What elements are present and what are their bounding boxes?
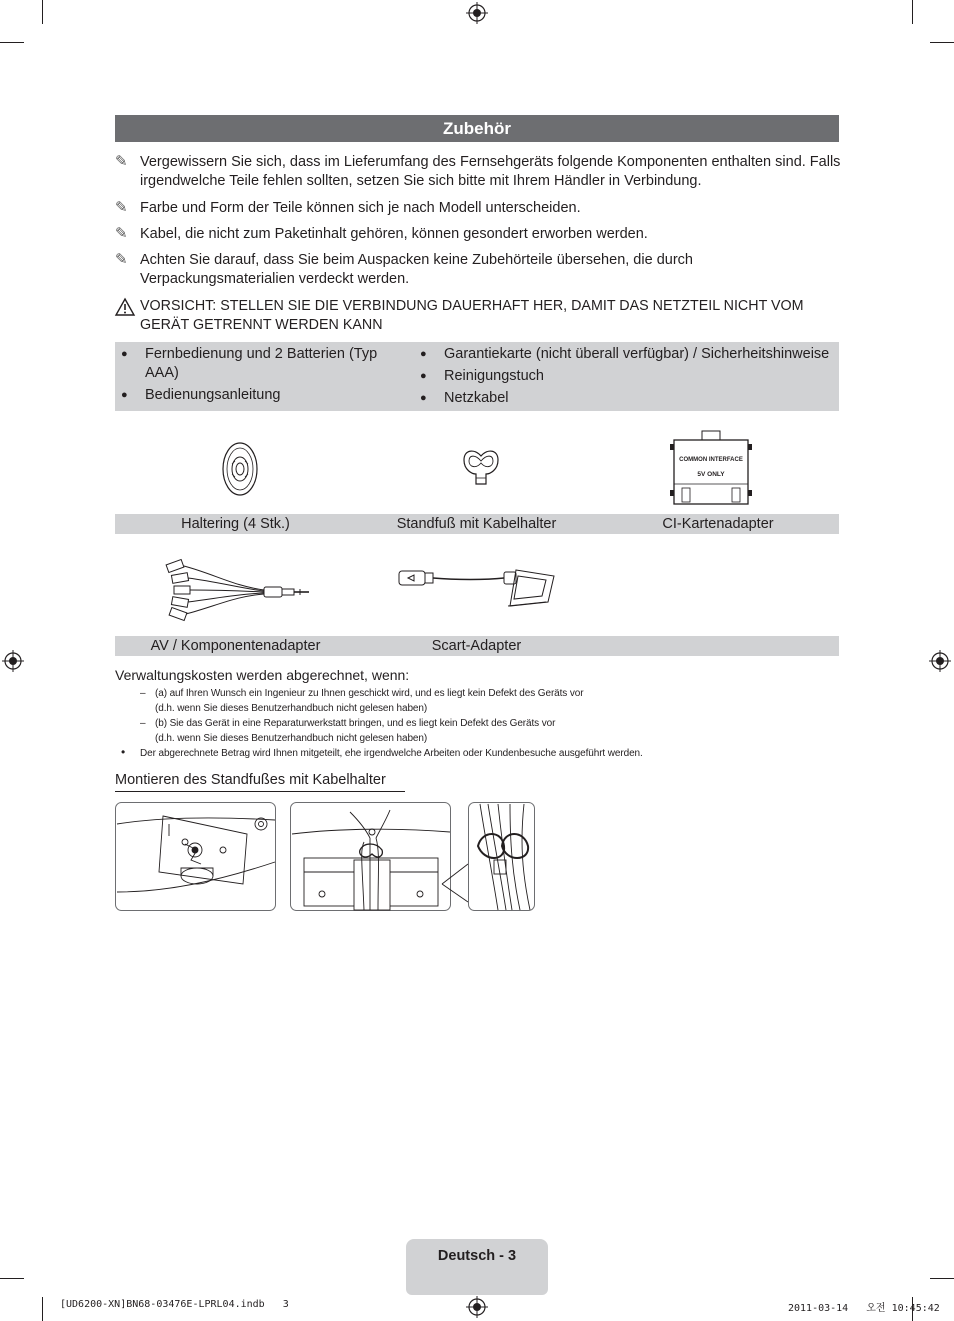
caption-holder-ring: Haltering (4 Stk.) (181, 516, 290, 532)
note-text: Kabel, die nicht zum Paketinhalt gehören, können gesondert erworben werden. (140, 226, 648, 242)
list-item: ● Netzkabel (415, 389, 839, 408)
list-item: ● Garantiekarte (nicht überall verfügbar) / Sicherheitshinweise (415, 345, 839, 364)
crop-mark (0, 1278, 24, 1279)
list-item: ● Fernbedienung und 2 Batterien (Typ AAA) (116, 345, 386, 383)
note-text: Farbe und Form der Teile können sich je nach Modell unterscheiden. (140, 200, 581, 216)
crop-mark (0, 42, 24, 43)
registration-mark-icon (929, 650, 951, 672)
caption-ci-adapter: CI-Kartenadapter (662, 516, 774, 532)
pencil-note-icon: ✎ (115, 225, 128, 242)
warning-notice (115, 297, 845, 334)
note-item (115, 199, 845, 218)
note-text: Vergewissern Sie sich, dass im Lieferumfang des Fernsehgeräts folgende Komponenten enthalten sind. Falls irgendwelche Teile fehlen sollten, setzen Sie sich bitte mit Ihrem Händler in Verbindung. (140, 154, 841, 189)
note-item (115, 251, 735, 288)
caption-av-adapter: AV / Komponentenadapter (150, 638, 321, 654)
crop-mark (42, 0, 43, 24)
assembly-subheading: Montieren des Standfußes mit Kabelhalter (115, 772, 386, 788)
scart-adapter-illustration (396, 566, 558, 614)
ci-card-label: COMMON INTERFACE (679, 457, 743, 463)
note-item (115, 153, 845, 190)
caption-stand: Standfuß mit Kabelhalter (396, 516, 557, 532)
pencil-note-icon: ✎ (115, 153, 128, 170)
ci-card-voltage: 5V ONLY (697, 471, 725, 478)
accessory-caption-row (115, 514, 839, 534)
assembly-step-1-illustration (115, 802, 277, 912)
fee-bullet-marker: • (121, 745, 126, 759)
crop-mark (930, 1278, 954, 1279)
fees-intro: Verwaltungskosten werden abgerechnet, wenn: (115, 667, 410, 683)
fee-item-line: (b) Sie das Gerät in eine Reparaturwerkstatt bringen, und es liegt kein Defekt des Geräts vor (155, 718, 556, 729)
note-item (115, 225, 845, 244)
accessory-caption-row (115, 636, 839, 656)
pencil-note-icon: ✎ (115, 199, 128, 216)
assembly-detail-illustration (440, 802, 540, 912)
av-component-adapter-illustration (164, 556, 314, 626)
registration-mark-icon (466, 1296, 488, 1318)
list-item: ● Reinigungstuch (415, 367, 839, 386)
fee-item-line: (d.h. wenn Sie dieses Benutzerhandbuch nicht gelesen haben) (155, 703, 428, 714)
crop-mark (930, 42, 954, 43)
registration-mark-icon (466, 2, 488, 24)
warning-triangle-icon (115, 298, 135, 316)
print-slug-right: 2011-03-14 오전 10:45:42 (788, 1303, 940, 1314)
warning-text: VORSICHT: STELLEN SIE DIE VERBINDUNG DAUERHAFT HER, DAMIT DAS NETZTEIL NICHT VOM GERÄT GETRENNT WERDEN KANN (140, 298, 804, 333)
assembly-step-2-illustration (290, 802, 452, 912)
fee-item-marker: – (140, 688, 146, 699)
holder-ring-illustration (218, 440, 262, 498)
page-label: Deutsch - 3 (437, 1248, 517, 1264)
section-title: Zubehör (115, 115, 839, 142)
crop-mark (42, 1297, 43, 1321)
contents-list-left (116, 345, 386, 408)
stand-cable-holder-illustration (458, 444, 504, 488)
caption-scart-adapter: Scart-Adapter (431, 638, 522, 654)
fee-item-marker: – (140, 718, 146, 729)
fee-item-line: (a) auf Ihren Wunsch ein Ingenieur zu Ihnen geschickt wird, und es liegt kein Defekt des Geräts vor (155, 688, 584, 699)
contents-list-right (415, 345, 839, 411)
print-slug-left: [UD6200-XN]BN68-03476E-LPRL04.indb 3 (60, 1299, 289, 1310)
pencil-note-icon: ✎ (115, 251, 128, 268)
fee-bullet-text: Der abgerechnete Betrag wird Ihnen mitgeteilt, ehe irgendwelche Arbeiten oder Kundenbesuche ausgeführt werden. (140, 748, 643, 759)
crop-mark (912, 0, 913, 24)
registration-mark-icon (2, 650, 24, 672)
fee-item-line: (d.h. wenn Sie dieses Benutzerhandbuch nicht gelesen haben) (155, 733, 428, 744)
ci-card-adapter-illustration (670, 430, 754, 506)
subheading-underline (115, 791, 405, 792)
list-item: ● Bedienungsanleitung (116, 386, 386, 405)
page-number-tab (406, 1239, 548, 1295)
note-text: Achten Sie darauf, dass Sie beim Auspacken keine Zubehörteile übersehen, die durch Verpackungsmaterialien verdeckt werden. (140, 252, 693, 287)
